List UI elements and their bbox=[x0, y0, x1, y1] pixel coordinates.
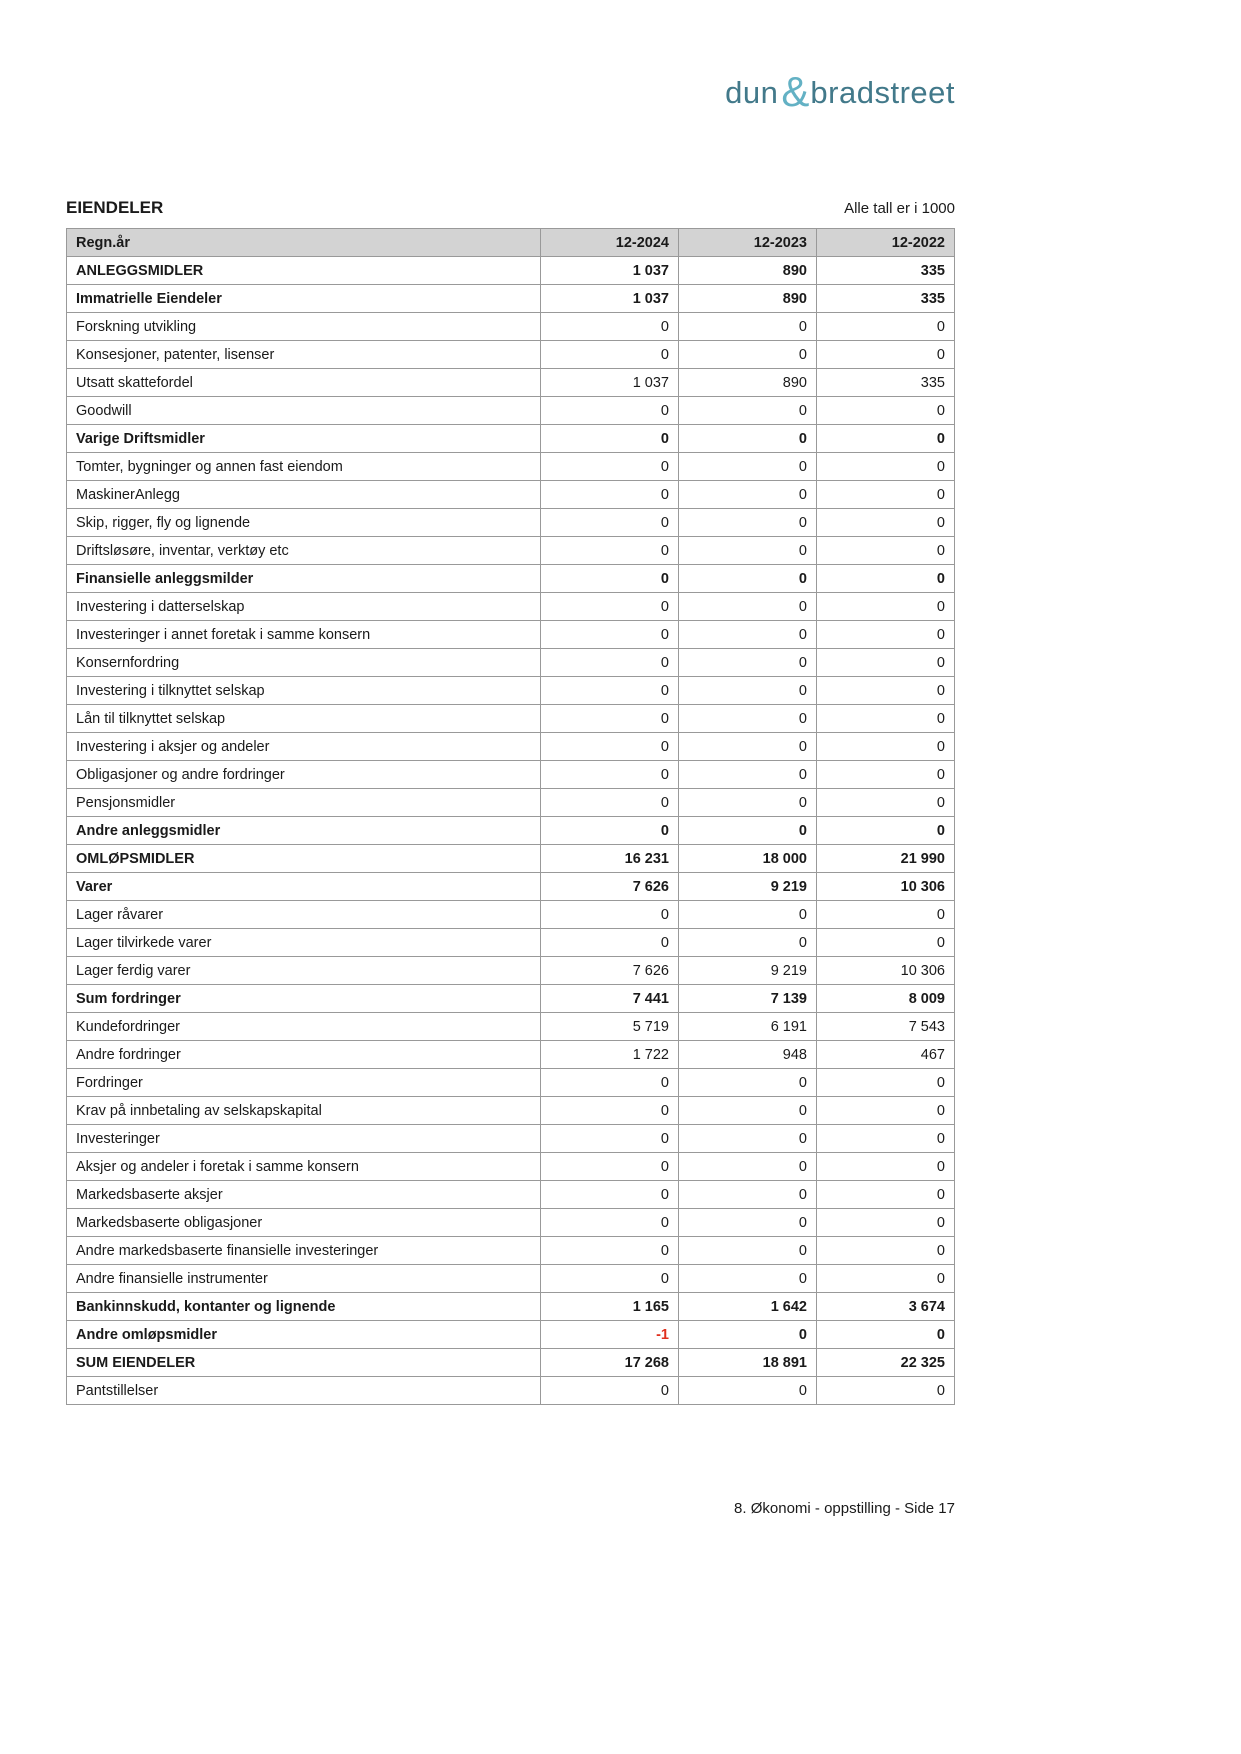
row-value: 1 165 bbox=[541, 1293, 679, 1321]
row-label: Andre anleggsmidler bbox=[67, 817, 541, 845]
row-value: 0 bbox=[541, 537, 679, 565]
row-value: 0 bbox=[679, 1377, 817, 1405]
row-value: 0 bbox=[679, 733, 817, 761]
row-value: 18 891 bbox=[679, 1349, 817, 1377]
row-value: 0 bbox=[541, 1069, 679, 1097]
row-value: 0 bbox=[541, 1153, 679, 1181]
row-label: Markedsbaserte obligasjoner bbox=[67, 1209, 541, 1237]
row-value: 0 bbox=[541, 901, 679, 929]
row-value: 0 bbox=[679, 929, 817, 957]
row-value: 17 268 bbox=[541, 1349, 679, 1377]
row-label: Aksjer og andeler i foretak i samme konsern bbox=[67, 1153, 541, 1181]
row-label: Forskning utvikling bbox=[67, 313, 541, 341]
row-value: 0 bbox=[679, 1237, 817, 1265]
row-value: 0 bbox=[541, 509, 679, 537]
row-label: Investeringer i annet foretak i samme konsern bbox=[67, 621, 541, 649]
row-value: 0 bbox=[679, 621, 817, 649]
row-value: 0 bbox=[817, 593, 955, 621]
row-label: Varige Driftsmidler bbox=[67, 425, 541, 453]
row-value: 7 441 bbox=[541, 985, 679, 1013]
row-value: 1 037 bbox=[541, 369, 679, 397]
row-value: 0 bbox=[679, 313, 817, 341]
row-value: 10 306 bbox=[817, 957, 955, 985]
row-value: 948 bbox=[679, 1041, 817, 1069]
table-row bbox=[67, 1349, 955, 1377]
table-row bbox=[67, 957, 955, 985]
row-value: 0 bbox=[817, 341, 955, 369]
row-value: 0 bbox=[679, 1069, 817, 1097]
table-row bbox=[67, 481, 955, 509]
row-value: 0 bbox=[679, 789, 817, 817]
row-value: 0 bbox=[541, 1181, 679, 1209]
row-value: 0 bbox=[817, 1069, 955, 1097]
table-row bbox=[67, 397, 955, 425]
row-value: 0 bbox=[679, 705, 817, 733]
row-value: 0 bbox=[817, 789, 955, 817]
table-row bbox=[67, 985, 955, 1013]
row-value: 0 bbox=[679, 761, 817, 789]
row-value: 0 bbox=[817, 1265, 955, 1293]
row-label: Andre finansielle instrumenter bbox=[67, 1265, 541, 1293]
row-label: Varer bbox=[67, 873, 541, 901]
table-row bbox=[67, 369, 955, 397]
row-value: 0 bbox=[541, 593, 679, 621]
table-row bbox=[67, 901, 955, 929]
table-row bbox=[67, 341, 955, 369]
logo-word-dun: dun bbox=[725, 75, 779, 110]
table-row bbox=[67, 1041, 955, 1069]
row-label: Driftsløsøre, inventar, verktøy etc bbox=[67, 537, 541, 565]
row-label: Konsernfordring bbox=[67, 649, 541, 677]
row-label: SUM EIENDELER bbox=[67, 1349, 541, 1377]
table-row bbox=[67, 705, 955, 733]
row-value: 0 bbox=[541, 1237, 679, 1265]
row-value: 890 bbox=[679, 369, 817, 397]
table-row bbox=[67, 733, 955, 761]
row-value: 1 722 bbox=[541, 1041, 679, 1069]
row-value: 18 000 bbox=[679, 845, 817, 873]
row-value: 1 037 bbox=[541, 285, 679, 313]
row-value: 0 bbox=[817, 313, 955, 341]
row-value: 8 009 bbox=[817, 985, 955, 1013]
row-value: 0 bbox=[679, 1265, 817, 1293]
table-row bbox=[67, 649, 955, 677]
table-row bbox=[67, 285, 955, 313]
table-row bbox=[67, 565, 955, 593]
row-label: Sum fordringer bbox=[67, 985, 541, 1013]
row-value: 0 bbox=[817, 1237, 955, 1265]
row-label: Lager tilvirkede varer bbox=[67, 929, 541, 957]
table-row bbox=[67, 1209, 955, 1237]
table-row bbox=[67, 929, 955, 957]
row-value: 0 bbox=[817, 761, 955, 789]
row-label: Lån til tilknyttet selskap bbox=[67, 705, 541, 733]
row-value: 0 bbox=[679, 509, 817, 537]
row-value: 9 219 bbox=[679, 873, 817, 901]
row-label: Finansielle anleggsmilder bbox=[67, 565, 541, 593]
table-row bbox=[67, 1125, 955, 1153]
row-label: Obligasjoner og andre fordringer bbox=[67, 761, 541, 789]
row-value: 0 bbox=[817, 705, 955, 733]
dun-bradstreet-logo bbox=[725, 68, 955, 115]
row-value: 21 990 bbox=[817, 845, 955, 873]
row-value: 0 bbox=[541, 1209, 679, 1237]
row-value: 0 bbox=[817, 1153, 955, 1181]
row-value: 335 bbox=[817, 257, 955, 285]
row-value: 0 bbox=[817, 1321, 955, 1349]
row-value: 0 bbox=[817, 817, 955, 845]
row-value: 0 bbox=[817, 537, 955, 565]
row-value: 7 626 bbox=[541, 957, 679, 985]
row-label: Utsatt skattefordel bbox=[67, 369, 541, 397]
row-value: 0 bbox=[541, 565, 679, 593]
table-row bbox=[67, 621, 955, 649]
row-value: 0 bbox=[817, 677, 955, 705]
row-label: Lager råvarer bbox=[67, 901, 541, 929]
row-value: 0 bbox=[679, 453, 817, 481]
row-label: Pantstillelser bbox=[67, 1377, 541, 1405]
row-value: 0 bbox=[679, 677, 817, 705]
page-footer: 8. Økonomi - oppstilling - Side 17 bbox=[734, 1500, 955, 1517]
row-value: 0 bbox=[541, 1125, 679, 1153]
row-value: 0 bbox=[541, 453, 679, 481]
balance-sheet-table bbox=[66, 228, 955, 1405]
table-row bbox=[67, 1013, 955, 1041]
row-value: 0 bbox=[817, 649, 955, 677]
table-row bbox=[67, 789, 955, 817]
table-row bbox=[67, 425, 955, 453]
row-label: Fordringer bbox=[67, 1069, 541, 1097]
row-value: 0 bbox=[817, 1181, 955, 1209]
row-label: Investeringer bbox=[67, 1125, 541, 1153]
row-value: 0 bbox=[679, 1181, 817, 1209]
row-value: 7 543 bbox=[817, 1013, 955, 1041]
row-value: 890 bbox=[679, 285, 817, 313]
row-value: 0 bbox=[817, 733, 955, 761]
units-note: Alle tall er i 1000 bbox=[844, 200, 955, 217]
row-label: Immatrielle Eiendeler bbox=[67, 285, 541, 313]
row-value: 0 bbox=[679, 565, 817, 593]
row-value: 1 037 bbox=[541, 257, 679, 285]
row-value: 7 139 bbox=[679, 985, 817, 1013]
row-value: 0 bbox=[679, 1125, 817, 1153]
row-value: 0 bbox=[679, 425, 817, 453]
row-label: Bankinnskudd, kontanter og lignende bbox=[67, 1293, 541, 1321]
row-value: 0 bbox=[817, 1377, 955, 1405]
col-header-2022: 12-2022 bbox=[817, 229, 955, 257]
row-label: Pensjonsmidler bbox=[67, 789, 541, 817]
col-header-2023: 12-2023 bbox=[679, 229, 817, 257]
row-label: Konsesjoner, patenter, lisenser bbox=[67, 341, 541, 369]
table-row bbox=[67, 1237, 955, 1265]
row-value: 0 bbox=[679, 593, 817, 621]
table-row bbox=[67, 1069, 955, 1097]
table-row bbox=[67, 873, 955, 901]
row-value: 0 bbox=[541, 817, 679, 845]
row-value: 10 306 bbox=[817, 873, 955, 901]
col-header-2024: 12-2024 bbox=[541, 229, 679, 257]
table-row bbox=[67, 593, 955, 621]
row-value: 0 bbox=[817, 453, 955, 481]
table-row bbox=[67, 761, 955, 789]
row-value: 3 674 bbox=[817, 1293, 955, 1321]
row-value: 0 bbox=[679, 1209, 817, 1237]
row-value: 0 bbox=[541, 425, 679, 453]
table-row bbox=[67, 817, 955, 845]
table-row bbox=[67, 1097, 955, 1125]
row-value: 0 bbox=[817, 929, 955, 957]
row-value: 7 626 bbox=[541, 873, 679, 901]
table-row bbox=[67, 677, 955, 705]
row-value: 0 bbox=[679, 901, 817, 929]
row-value: 6 191 bbox=[679, 1013, 817, 1041]
table-row bbox=[67, 1293, 955, 1321]
row-value: 0 bbox=[817, 425, 955, 453]
row-value: 0 bbox=[541, 789, 679, 817]
row-value: 1 642 bbox=[679, 1293, 817, 1321]
row-value: 0 bbox=[817, 509, 955, 537]
row-value: 0 bbox=[817, 901, 955, 929]
table-row bbox=[67, 845, 955, 873]
page-title: EIENDELER bbox=[66, 198, 164, 217]
row-label: Investering i aksjer og andeler bbox=[67, 733, 541, 761]
logo-word-bradstreet: bradstreet bbox=[810, 75, 955, 110]
table-row bbox=[67, 1265, 955, 1293]
row-value: 335 bbox=[817, 369, 955, 397]
row-label: MaskinerAnlegg bbox=[67, 481, 541, 509]
row-value: 0 bbox=[541, 481, 679, 509]
row-label: Kundefordringer bbox=[67, 1013, 541, 1041]
row-value: 0 bbox=[679, 481, 817, 509]
row-value: 0 bbox=[541, 733, 679, 761]
row-value: 890 bbox=[679, 257, 817, 285]
row-value: 0 bbox=[817, 397, 955, 425]
row-value: 0 bbox=[541, 649, 679, 677]
row-value: 0 bbox=[541, 705, 679, 733]
row-value: 16 231 bbox=[541, 845, 679, 873]
table-row bbox=[67, 453, 955, 481]
row-value: 0 bbox=[817, 1125, 955, 1153]
row-value: 0 bbox=[817, 1209, 955, 1237]
table-row bbox=[67, 257, 955, 285]
row-value: 0 bbox=[541, 761, 679, 789]
row-value: 0 bbox=[541, 341, 679, 369]
table-row bbox=[67, 1181, 955, 1209]
row-label: OMLØPSMIDLER bbox=[67, 845, 541, 873]
row-value: 0 bbox=[679, 1097, 817, 1125]
row-label: Andre omløpsmidler bbox=[67, 1321, 541, 1349]
logo-ampersand-icon: & bbox=[781, 68, 810, 115]
table-row bbox=[67, 313, 955, 341]
title-row bbox=[66, 198, 955, 218]
table-row bbox=[67, 537, 955, 565]
row-value: 335 bbox=[817, 285, 955, 313]
row-label: Investering i tilknyttet selskap bbox=[67, 677, 541, 705]
row-value: 0 bbox=[679, 649, 817, 677]
table-row bbox=[67, 1153, 955, 1181]
row-value: 0 bbox=[817, 481, 955, 509]
row-value: 0 bbox=[679, 1321, 817, 1349]
row-label: Investering i datterselskap bbox=[67, 593, 541, 621]
row-value: 0 bbox=[679, 341, 817, 369]
table-header-row bbox=[67, 229, 955, 257]
row-label: Andre markedsbaserte finansielle investeringer bbox=[67, 1237, 541, 1265]
row-value: 0 bbox=[541, 1377, 679, 1405]
row-value: 5 719 bbox=[541, 1013, 679, 1041]
row-value: 0 bbox=[541, 677, 679, 705]
row-label: Skip, rigger, fly og lignende bbox=[67, 509, 541, 537]
row-label: ANLEGGSMIDLER bbox=[67, 257, 541, 285]
row-value: 0 bbox=[817, 565, 955, 593]
table-row bbox=[67, 1321, 955, 1349]
row-label: Goodwill bbox=[67, 397, 541, 425]
row-label: Lager ferdig varer bbox=[67, 957, 541, 985]
row-label: Markedsbaserte aksjer bbox=[67, 1181, 541, 1209]
row-value: 0 bbox=[541, 929, 679, 957]
row-value: 0 bbox=[541, 621, 679, 649]
row-value: 0 bbox=[817, 621, 955, 649]
row-label: Andre fordringer bbox=[67, 1041, 541, 1069]
row-value: 0 bbox=[679, 397, 817, 425]
row-value: -1 bbox=[541, 1321, 679, 1349]
table-row bbox=[67, 509, 955, 537]
row-value: 0 bbox=[679, 537, 817, 565]
row-value: 9 219 bbox=[679, 957, 817, 985]
row-value: 22 325 bbox=[817, 1349, 955, 1377]
row-value: 467 bbox=[817, 1041, 955, 1069]
row-value: 0 bbox=[541, 1097, 679, 1125]
col-header-regnar: Regn.år bbox=[67, 229, 541, 257]
row-label: Tomter, bygninger og annen fast eiendom bbox=[67, 453, 541, 481]
row-value: 0 bbox=[679, 1153, 817, 1181]
row-value: 0 bbox=[541, 313, 679, 341]
row-value: 0 bbox=[817, 1097, 955, 1125]
row-label: Krav på innbetaling av selskapskapital bbox=[67, 1097, 541, 1125]
row-value: 0 bbox=[541, 397, 679, 425]
row-value: 0 bbox=[679, 817, 817, 845]
table-row bbox=[67, 1377, 955, 1405]
row-value: 0 bbox=[541, 1265, 679, 1293]
